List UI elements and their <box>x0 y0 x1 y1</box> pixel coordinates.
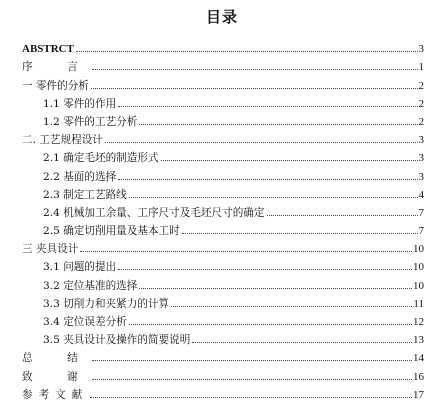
dot-leader <box>76 51 418 52</box>
toc-entry-label: 1.1 零件的作用 <box>43 97 117 110</box>
toc-entry-label: 3.4 定位误差分析 <box>43 316 127 328</box>
toc-entry-page: 3 <box>418 152 424 165</box>
toc-entry-page: 2 <box>418 97 424 110</box>
dot-leader <box>267 215 418 216</box>
toc-entry-chapter-3[interactable] <box>22 237 424 255</box>
toc-entry-page: 4 <box>418 188 424 201</box>
toc-entry-label: 3.1 问题的提出 <box>43 261 117 274</box>
toc-entry-3-1[interactable] <box>22 255 424 273</box>
toc-entry-preface[interactable] <box>22 55 424 73</box>
toc-entry-page: 10 <box>413 243 424 256</box>
dot-leader <box>92 69 418 70</box>
dot-leader <box>118 269 412 270</box>
toc-entry-label: 3.3 切削力和夹紧力的计算 <box>43 297 170 310</box>
toc-entry-page: 3 <box>418 43 424 56</box>
toc-entry-label: 1.2 零件的工艺分析 <box>43 115 138 128</box>
toc-entry-3-3[interactable] <box>22 292 424 310</box>
toc-entry-abstract[interactable] <box>22 37 424 55</box>
toc-entry-3-4[interactable] <box>22 310 424 328</box>
toc-entry-label: 2.2 基面的选择 <box>43 170 117 183</box>
toc-entry-page: 16 <box>413 370 424 383</box>
toc-entry-label: 一 零件的分析 <box>22 79 89 92</box>
dot-leader <box>92 379 412 380</box>
toc-entry-3-2[interactable] <box>22 273 424 291</box>
toc-entry-page: 10 <box>413 261 424 274</box>
toc-entry-page: 12 <box>413 316 424 328</box>
toc-entry-references[interactable] <box>22 383 424 401</box>
dot-leader <box>129 197 418 198</box>
toc-entry-page: 14 <box>413 352 424 365</box>
toc-entry-1-2[interactable] <box>22 110 424 128</box>
dot-leader <box>91 88 418 89</box>
dot-leader <box>161 160 418 161</box>
toc-entry-2-5[interactable] <box>22 219 424 237</box>
toc-entry-label: 参考文献 <box>22 388 89 401</box>
dot-leader <box>182 233 418 234</box>
toc-entry-label: 二. 工艺规程设计 <box>22 134 103 147</box>
toc-entry-page: 7 <box>418 206 424 219</box>
toc-entry-label: 3.2 定位基准的选择 <box>43 279 138 292</box>
toc-entry-page: 13 <box>413 334 424 347</box>
dot-leader <box>118 106 417 107</box>
toc-entry-page: 17 <box>413 388 424 401</box>
toc-entry-summary[interactable] <box>22 346 424 364</box>
dot-leader <box>192 342 412 343</box>
toc-entry-page: 2 <box>418 79 424 92</box>
toc-entry-page: 3 <box>418 134 424 147</box>
toc-entry-page: 10 <box>413 279 424 292</box>
toc-entry-page: 11 <box>413 297 424 310</box>
toc-entry-page: 1 <box>418 61 424 74</box>
toc-entry-label: 3.5 夹具设计及操作的简要说明 <box>43 334 191 347</box>
toc-entry-acknowledgements[interactable] <box>22 364 424 382</box>
toc-entry-label: 2.3 制定工艺路线 <box>43 188 127 201</box>
toc-entry-label: 三 夹具设计 <box>22 243 79 256</box>
dot-leader <box>105 142 418 143</box>
toc-entry-label: 总 结 <box>22 352 90 365</box>
dot-leader <box>139 288 412 289</box>
toc-entry-label: 2.5 确定切削用量及基本工时 <box>43 225 180 238</box>
toc-entry-label: 2.4 机械加工余量、工序尺寸及毛坯尺寸的确定 <box>43 206 265 219</box>
dot-leader <box>92 360 412 361</box>
toc-entry-chapter-2[interactable] <box>22 128 424 146</box>
dot-leader <box>171 306 412 307</box>
dot-leader <box>139 124 417 125</box>
dot-leader <box>80 251 412 252</box>
toc-entry-2-3[interactable] <box>22 183 424 201</box>
dot-leader <box>90 397 412 398</box>
toc-entry-label: 序 言 <box>22 61 90 74</box>
toc-entry-2-2[interactable] <box>22 164 424 182</box>
toc-entry-2-1[interactable] <box>22 146 424 164</box>
toc-entry-page: 3 <box>418 170 424 183</box>
toc-entry-page: 7 <box>418 225 424 238</box>
toc-entry-1-1[interactable] <box>22 92 424 110</box>
page-title: 目录 <box>205 8 238 26</box>
toc-entry-2-4[interactable] <box>22 201 424 219</box>
toc-entry-label: 致 谢 <box>22 370 90 383</box>
toc-entry-label: ABSTRCT <box>22 43 74 56</box>
toc-entry-chapter-1[interactable] <box>22 73 424 91</box>
table-of-contents <box>22 37 424 401</box>
toc-entry-page: 2 <box>418 115 424 128</box>
toc-entry-label: 2.1 确定毛坯的制造形式 <box>43 152 159 165</box>
toc-entry-3-5[interactable] <box>22 328 424 346</box>
dot-leader <box>129 324 412 325</box>
dot-leader <box>118 179 417 180</box>
